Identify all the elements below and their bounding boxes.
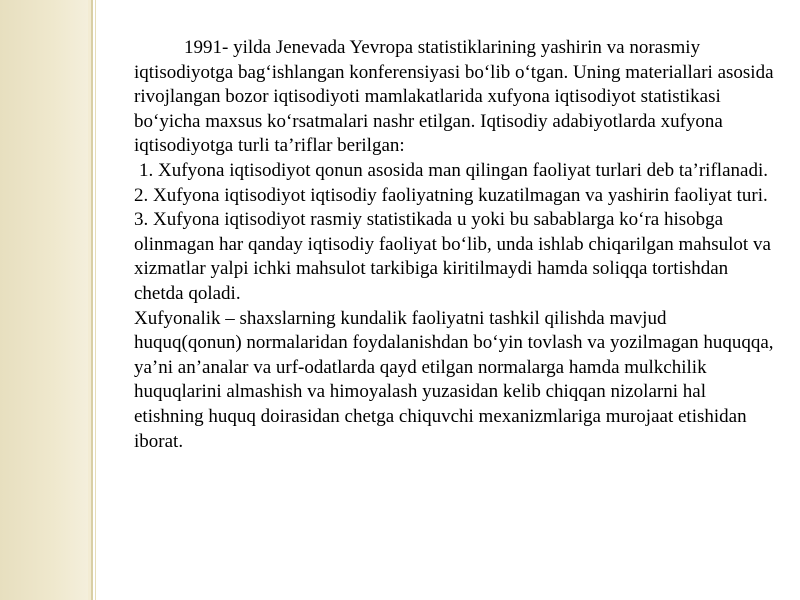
decorative-stripe [91,0,93,600]
slide-body-text [134,36,774,454]
definition-item-3: 3. Xufyona iqtisodiyot rasmiy statistikada u yoki bu sabablarga ko‘ra hisobga olinmagan har qanday iqtisodiy faoliyat bo‘lib, unda ishlab chiqarilgan mahsulot va xizmatlar yalpi ichki mahsulot tarkibiga kiritilmaydi hamda soliqqa tortishdan chetda qoladi. [134,209,771,304]
decorative-side-band [0,0,88,600]
definition-item-2: 2. Xufyona iqtisodiyot iqtisodiy faoliyatning kuzatilmagan va yashirin faoliyat turi. [134,184,768,206]
intro-paragraph: 1991- yilda Jenevada Yevropa statistiklarining yashirin va norasmiy iqtisodiyotga bag‘ishlangan konferensiyasi bo‘lib o‘tgan. Uning materiallari asosida rivojlangan bozor iqtisodiyoti mamlakatlarida xufyona iqtisodiyot statistikasi bo‘yicha maxsus ko‘rsatmalari nashr etilgan. Iqtisodiy adabiyotlarda xufyona iqtisodiyotga turli ta’riflar berilgan: [134,37,774,157]
definition-item-1: 1. Xufyona iqtisodiyot qonun asosida man qilingan faoliyat turlari deb ta’riflanadi. [139,159,768,181]
decorative-stripe [95,0,96,600]
xufyonalik-definition-paragraph: Xufyonalik – shaxslarning kundalik faoliyatni tashkil qilishda mavjud huquq(qonun) normalaridan foydalanishdan bo‘yin tovlash va yozilmagan huquqqa, ya’ni an’analar va urf-odatlarda qayd etilgan normalarga hamda mulkchilik huquqlarini almashish va himoyalash yuzasidan kelib chiqqan nizolarni hal etishning huquq doirasidan chetga chiquvchi mexanizmlariga murojaat etishidan iborat. [134,307,774,452]
